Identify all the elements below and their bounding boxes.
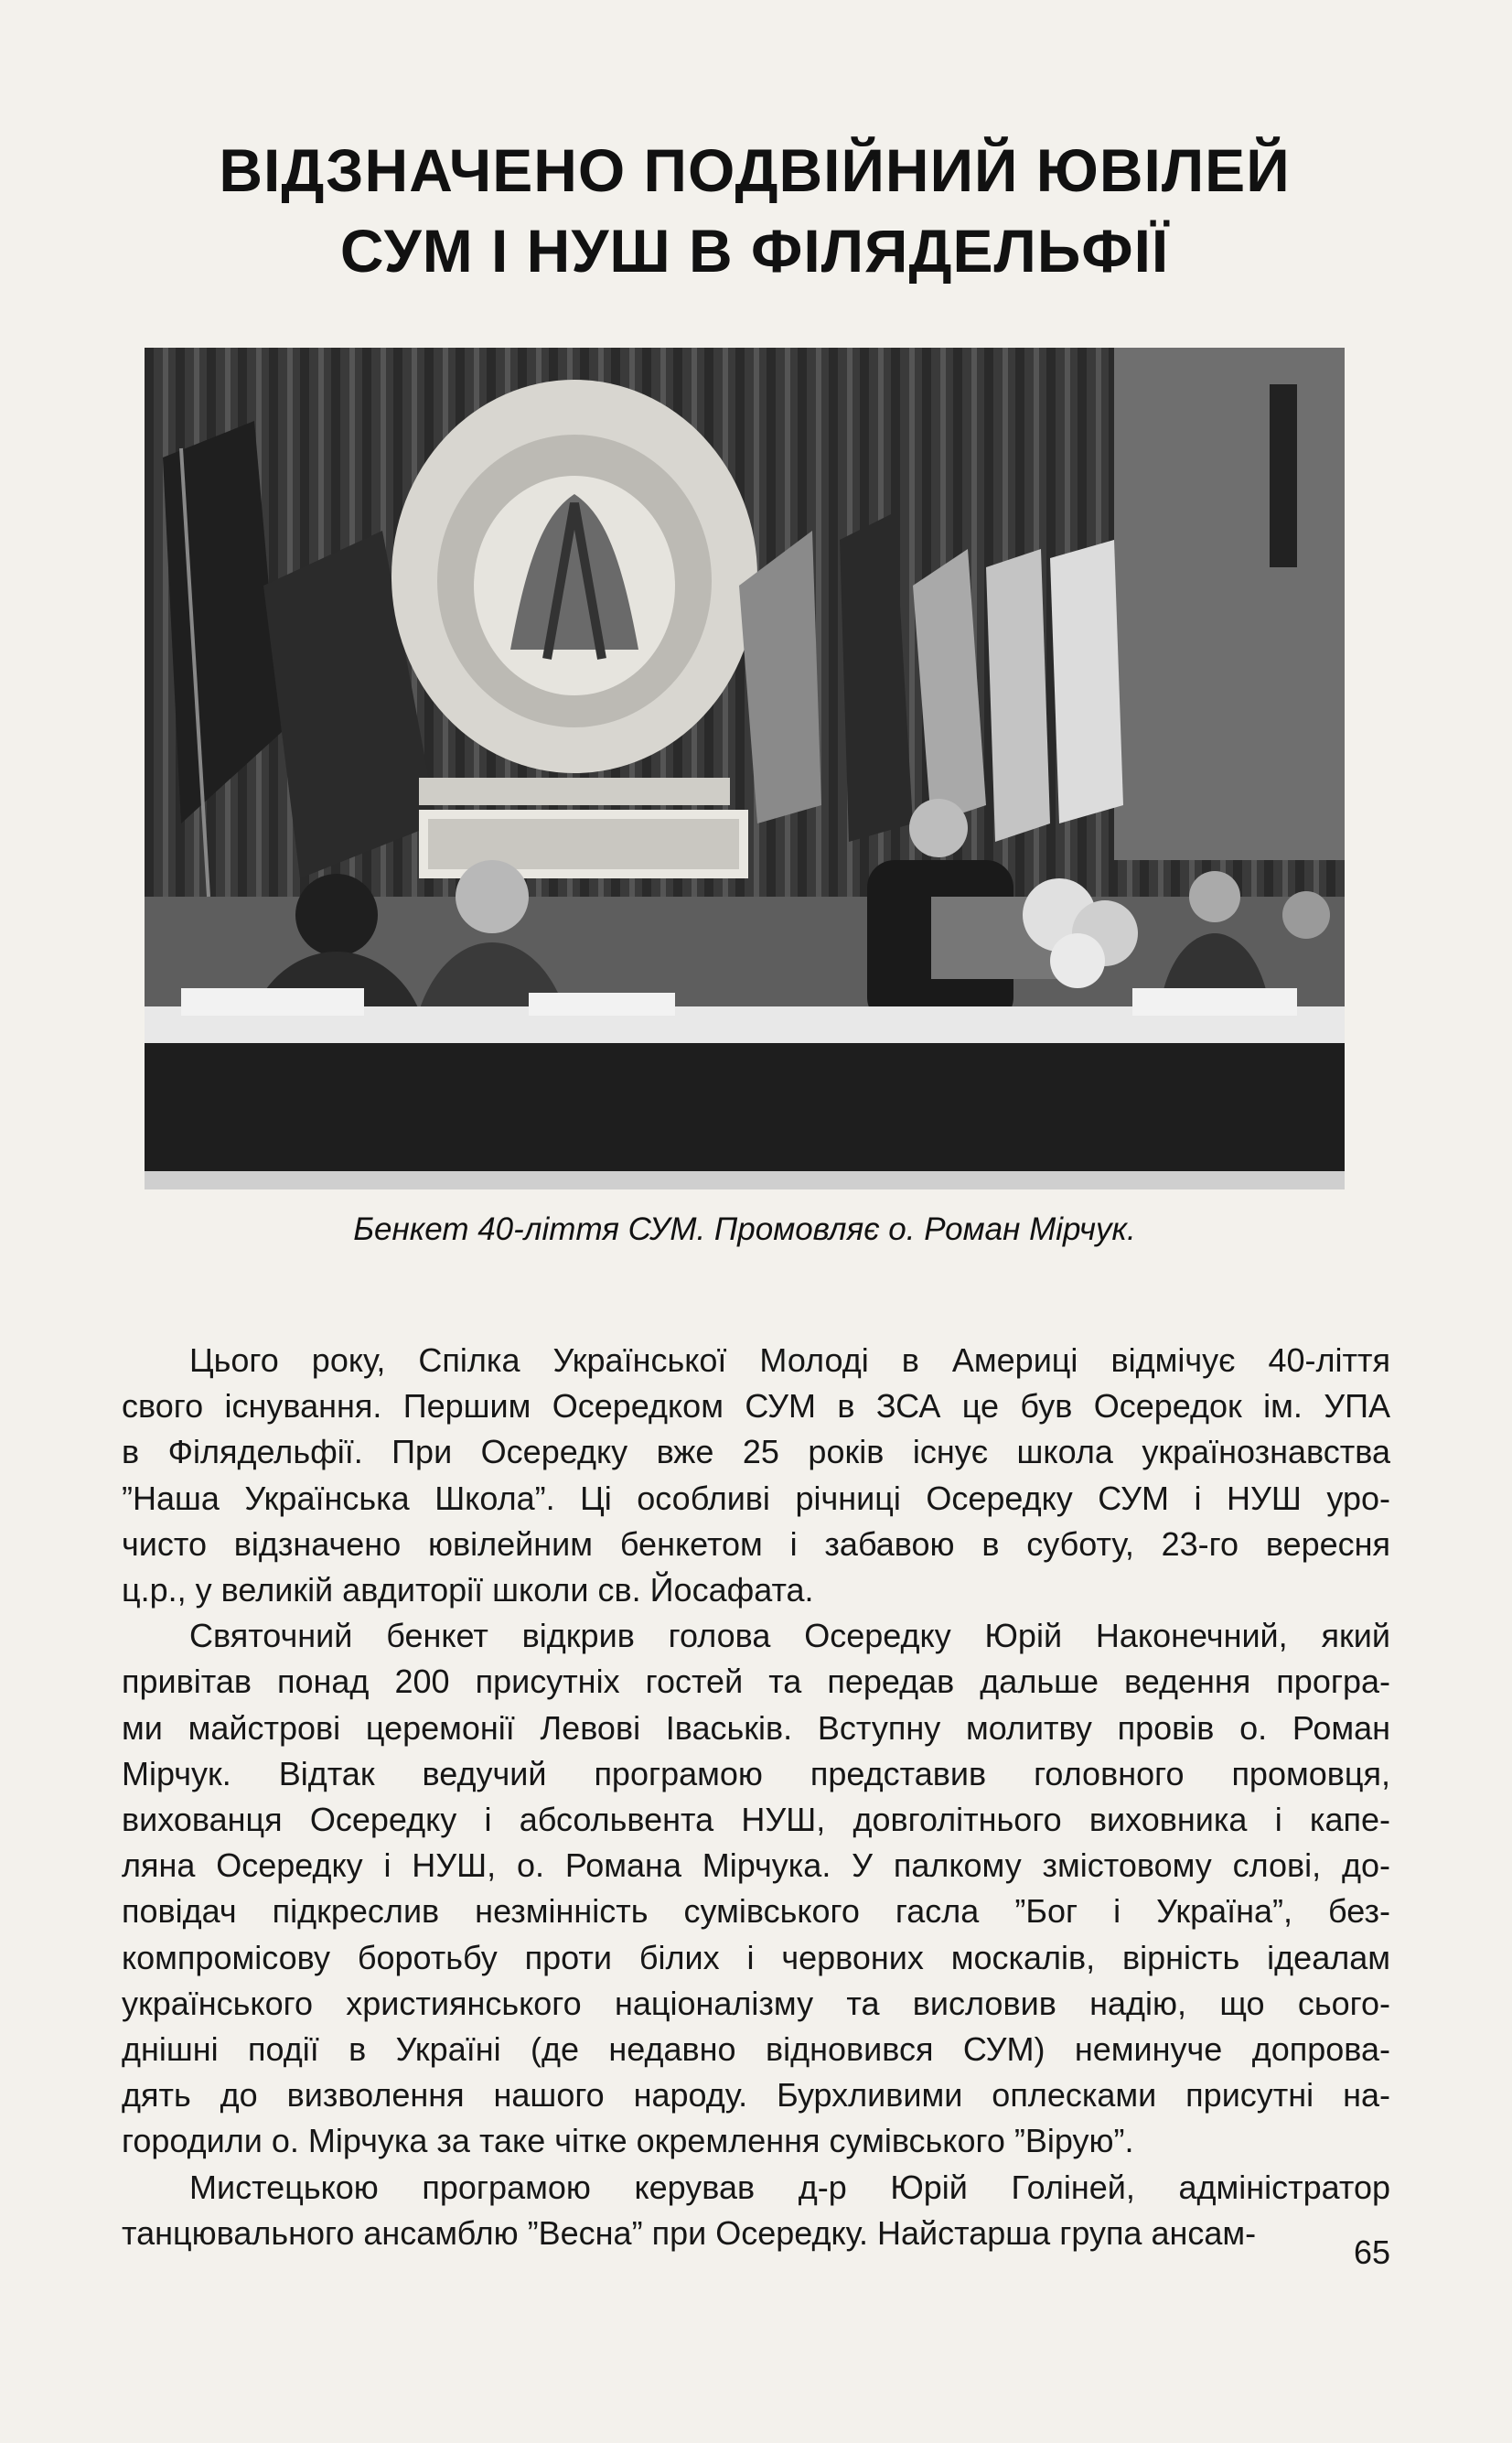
article-line: городили о. Мірчука за таке чітке окремлення сумівського ”Вірую”. <box>122 2122 1134 2160</box>
article-paragraph <box>122 1613 1390 2164</box>
article-line: привітав понад 200 присутніх гостей та передав дальше ведення програ- <box>122 1663 1390 1701</box>
article-line: свого існування. Першим Осередком СУМ в ЗСА це був Осередок ім. УПА <box>122 1387 1390 1426</box>
article-line: компромісову боротьбу проти білих і червоних москалів, вірність ідеалам <box>122 1938 1390 1976</box>
headline-line-2: СУМ І НУШ В ФІЛЯДЕЛЬФІЇ <box>339 217 1170 285</box>
page-number: 65 <box>1353 2233 1390 2271</box>
article-line: вихованця Осередку і абсольвента НУШ, довголітнього виховника і капе- <box>122 1801 1390 1839</box>
photo-caption: Бенкет 40-ліття СУМ. Промовляє о. Роман Мірчук. <box>353 1211 1136 1247</box>
article-line: ми майстрові церемонії Левові Іваськів. Вступну молитву провів о. Роман <box>122 1708 1390 1747</box>
headline-line-1: ВІДЗНАЧЕНО ПОДВІЙНИЙ ЮВІЛЕЙ <box>219 136 1291 204</box>
article-paragraph <box>122 2165 1390 2256</box>
headline <box>128 130 1381 291</box>
article-line: Мистецькою програмою керував д-р Юрій Голіней, адміністратор <box>189 2168 1390 2206</box>
article-line: днішні події в Україні (де недавно відновився СУМ) неминуче допрова- <box>122 2030 1390 2069</box>
article-line: українського християнського націоналізму та висловив надію, що сього- <box>122 1984 1390 2022</box>
article-line: Мірчук. Відтак ведучий програмою представив головного промовця, <box>122 1754 1390 1792</box>
article-line: Цього року, Спілка Української Молоді в Америці відмічує 40-ліття <box>189 1341 1390 1379</box>
article-paragraph <box>122 1338 1390 1613</box>
article-line: ”Наша Українська Школа”. Ці особливі річниці Осередку СУМ і НУШ уро- <box>122 1479 1390 1517</box>
article-body <box>122 1338 1390 2256</box>
article-line: танцювального ансамблю ”Весна” при Осередку. Найстарша група ансам- <box>122 2213 1257 2252</box>
banquet-photo-illustration <box>145 348 1345 1189</box>
article-line: в Філядельфії. При Осередку вже 25 років існує школа українознавства <box>122 1433 1390 1471</box>
article-line: чисто відзначено ювілейним бенкетом і забавою в суботу, 23-го вересня <box>122 1524 1390 1563</box>
article-line: ляна Осередку і НУШ, о. Романа Мірчука. У палкому змістовому слові, до- <box>122 1846 1390 1885</box>
article-line: Святочний бенкет відкрив голова Осередку Юрій Наконечний, який <box>189 1617 1390 1655</box>
article-line: дять до визволення нашого народу. Бурхливими оплесками присутні на- <box>122 2076 1390 2115</box>
article-line: ц.р., у великій авдиторії школи св. Йосафата. <box>122 1571 814 1609</box>
banquet-photo <box>145 348 1345 1189</box>
article-line: повідач підкреслив незмінність сумівського гасла ”Бог і Україна”, без- <box>122 1892 1390 1931</box>
